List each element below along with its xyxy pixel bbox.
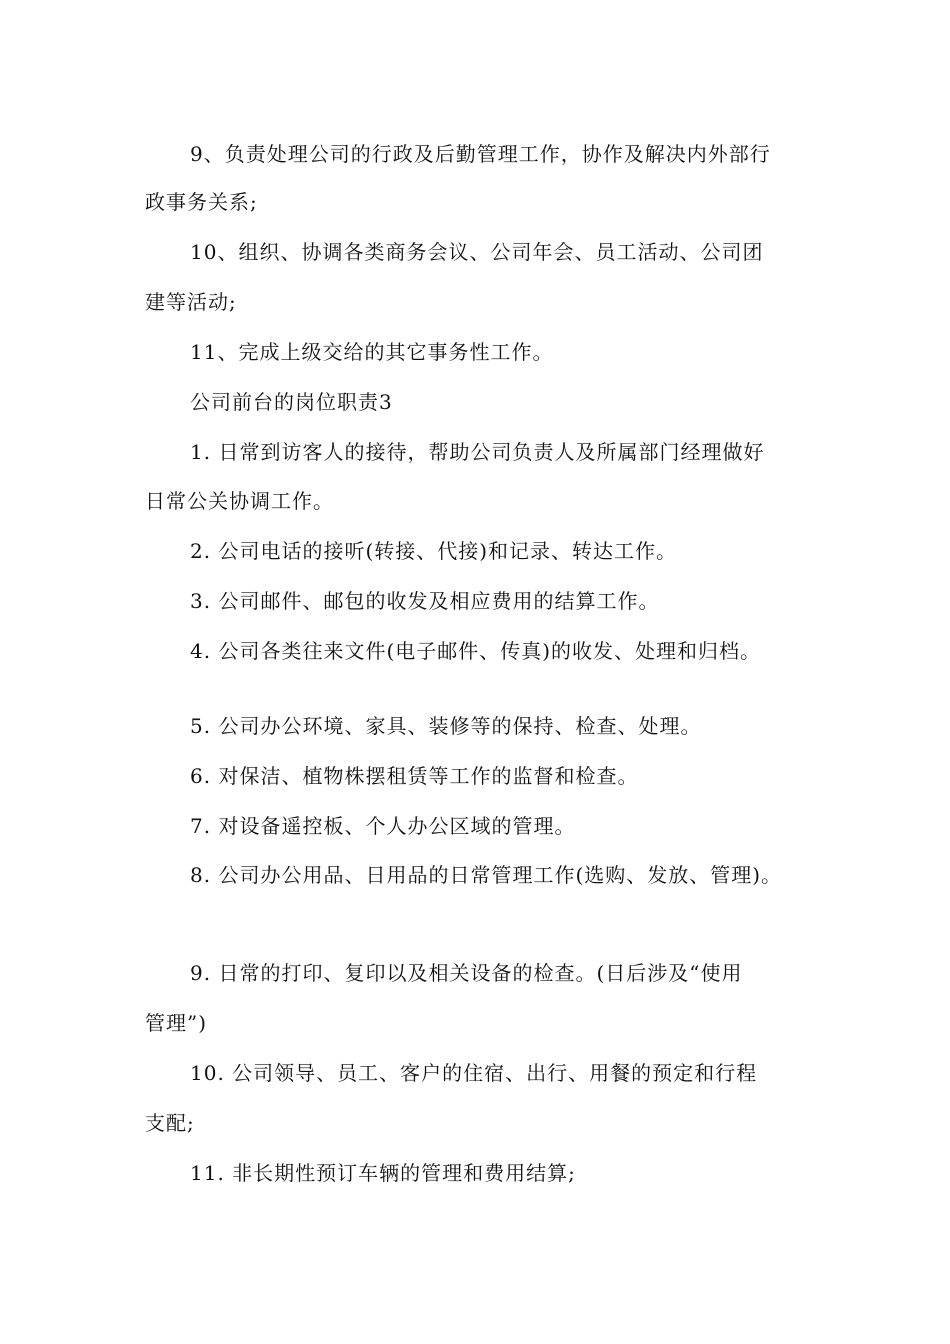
text-line: 管理”) — [145, 1011, 208, 1035]
text-line: 9、负责处理公司的行政及后勤管理工作，协作及解决内外部行 — [190, 142, 771, 166]
text-line: 9. 日常的打印、复印以及相关设备的检查。(日后涉及“使用 — [190, 961, 743, 985]
text-line: 7. 对设备遥控板、个人办公区域的管理。 — [190, 814, 576, 838]
text-line: 政事务关系; — [145, 190, 258, 214]
text-line: 支配; — [145, 1111, 195, 1135]
text-line: 2. 公司电话的接听(转接、代接)和记录、转达工作。 — [190, 539, 678, 563]
section-heading: 公司前台的岗位职责3 — [190, 390, 393, 414]
text-line: 日常公关协调工作。 — [145, 489, 334, 513]
text-line: 建等活动; — [145, 290, 237, 314]
text-line: 8. 公司办公用品、日用品的日常管理工作(选购、发放、管理)。 — [190, 863, 783, 887]
text-line: 5. 公司办公环境、家具、装修等的保持、检查、处理。 — [190, 714, 702, 738]
text-line: 3. 公司邮件、邮包的收发及相应费用的结算工作。 — [190, 589, 660, 613]
text-line: 11. 非长期性预订车辆的管理和费用结算; — [190, 1161, 576, 1185]
text-line: 10. 公司领导、员工、客户的住宿、出行、用餐的预定和行程 — [190, 1061, 758, 1085]
text-line: 10、组织、协调各类商务会议、公司年会、员工活动、公司团 — [190, 240, 764, 264]
text-line: 1. 日常到访客人的接待，帮助公司负责人及所属部门经理做好 — [190, 440, 765, 464]
text-line: 4. 公司各类往来文件(电子邮件、传真)的收发、处理和归档。 — [190, 639, 762, 663]
text-line: 11、完成上级交给的其它事务性工作。 — [190, 340, 554, 364]
text-line: 6. 对保洁、植物株摆租赁等工作的监督和检查。 — [190, 764, 639, 788]
